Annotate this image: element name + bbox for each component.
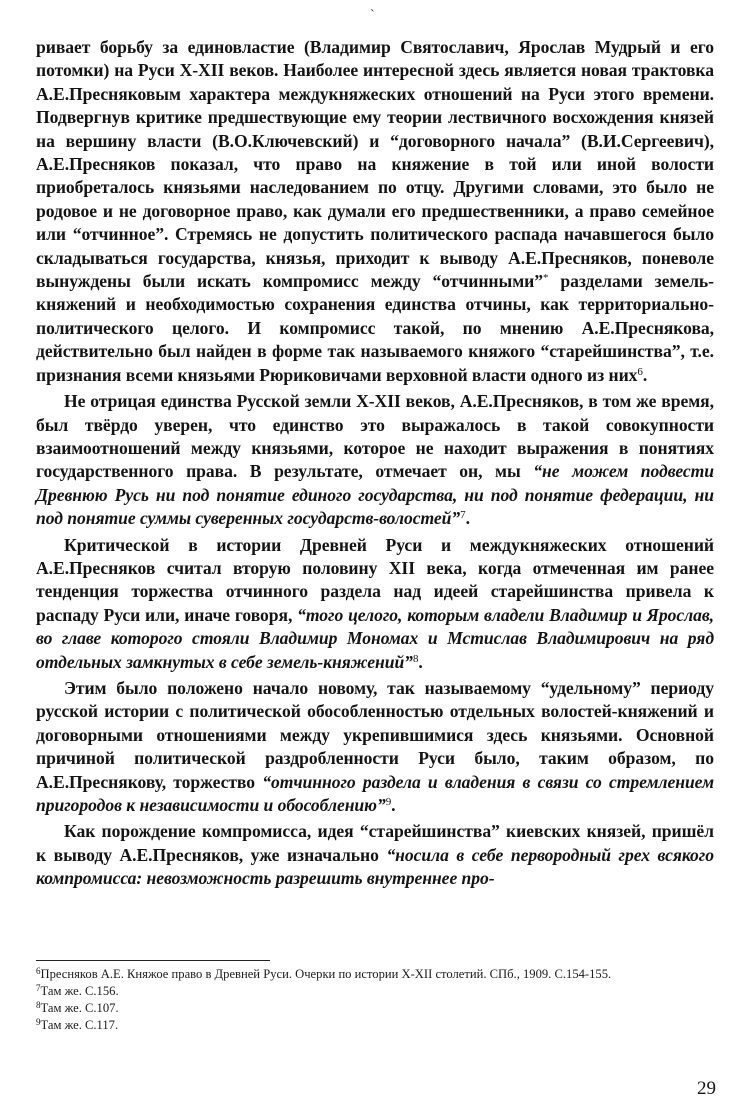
- footnote-reference: *: [542, 272, 549, 285]
- footnote-reference: 6: [637, 365, 643, 378]
- quotation: “отчинного раздела и владения в связи со стремлением пригородов к независимости и обособлению”: [36, 771, 714, 815]
- paragraph-text: разделами земель-княжений и необходимостью сохранения единства отчины, как территориально-политического целого. И компромисс такой, по мнению А.Е.Преснякова, действительно был найден в форме так называемого княжого “старейшинства”, т.е. признания всеми князьями Рюриковичами верховной власти одного из них: [36, 271, 714, 385]
- footnote: [36, 966, 726, 983]
- body-paragraph: [36, 677, 714, 817]
- footnote-text: Там же. С.107.: [40, 1001, 119, 1015]
- quotation: “не можем подвести Древнюю Русь ни под понятие единого государства, ни под понятие федерации, ни под понятие суммы суверенных государств-волостей”: [36, 461, 714, 529]
- footnote: [36, 983, 726, 1000]
- paragraph-text: Как порождение компромисса, идея “старейшинства” киевских князей, пришёл к выводу А.Е.Пресняков, уже изначально: [36, 821, 714, 865]
- paragraph-text: Не отрицая единства Русской земли X-XII веков, А.Е.Пресняков, в том же время, был твёрдо уверен, что единство это выражалось в такой совокупности взаимоотношений между князьями, которое не находит выражения в понятиях государственного права. В результате, отмечает он, мы: [36, 391, 714, 482]
- footnote-reference: 8: [412, 652, 419, 665]
- quotation: “того целого, которым владели Владимир и Ярослав, во главе которого стояли Владимир Мономах и Мстислав Владимирович на ряд отдельных замкнутых в себе земель-княжений”: [36, 604, 714, 672]
- stray-mark: ˋ: [370, 8, 375, 23]
- footnote-mark: 6: [36, 966, 41, 976]
- footnote-mark: 8: [36, 1000, 41, 1010]
- paragraph-text: Этим было положено начало новому, так называемому “удельному” периоду русской истории с политической обособленностью отдельных волостей-княжений и договорными отношениями между укрепившимися здесь князьями. Основной причиной политической раздробленности Руси было, таким образом, по А.Е.Преснякову, торжество: [36, 677, 714, 792]
- footnote-reference: 7: [460, 509, 466, 522]
- footnote: [36, 1017, 726, 1034]
- paragraph-text: .: [642, 364, 648, 385]
- body-paragraph: [36, 36, 714, 387]
- body-paragraph: [36, 534, 714, 674]
- footnote-text: Пресняков А.Е. Княжое право в Древней Руси. Очерки по истории X-XII столетий. СПб., 1909. С.154-155.: [40, 967, 612, 981]
- body-paragraph: [36, 820, 714, 890]
- footnote-divider: [36, 960, 270, 961]
- quotation: “носила в себе первородный грех всякого компромисса: невозможность разрешить внутреннее про-: [36, 844, 714, 889]
- body-paragraph: [36, 390, 714, 530]
- paragraph-text: .: [418, 651, 423, 672]
- paragraph-text: ривает борьбу за единовластие (Владимир Святославич, Ярослав Мудрый и его потомки) на Руси X-XII веков. Наиболее интересной здесь является новая трактовка А.Е.Пресняковым характера междукняжеских отношений на Руси этого времени. Подвергнув критике предшествующие ему теории лествичного восхождения князей на вершину власти (В.О.Ключевский) и “договорного начала” (В.И.Сергеевич), А.Е.Пресняков показал, что право на княжение в той или иной волости приобреталось князьями наследованием по отцу. Другими словами, это было не родовое и не договорное право, как думали его предшественники, а право семейное или “отчинное”. Стремясь не допустить политического распада начавшегося было складываться государства, князья, приходит к выводу А.Е.Пресняков, поневоле вынуждены были искать компромисс между “отчинными”: [36, 37, 714, 292]
- paragraph-text: .: [465, 508, 470, 529]
- page-number: 29: [697, 1078, 716, 1099]
- footnote-mark: 9: [36, 1017, 41, 1027]
- body-text: [36, 36, 714, 891]
- paragraph-text: .: [391, 795, 396, 815]
- footnotes: [36, 966, 726, 1034]
- footnote: [36, 1000, 726, 1017]
- footnote-text: Там же. С.156.: [40, 984, 119, 998]
- footnote-reference: 9: [385, 796, 392, 808]
- paragraph-text: Критической в истории Древней Руси и междукняжеских отношений А.Е.Пресняков считал вторую половину XII века, когда отмеченная им ранее тенденция торжества отчинного раздела над идеей старейшинства привела к распаду Руси или, иначе говоря,: [36, 534, 714, 625]
- footnote-mark: 7: [36, 983, 41, 993]
- footnote-text: Там же. С.117.: [40, 1018, 119, 1032]
